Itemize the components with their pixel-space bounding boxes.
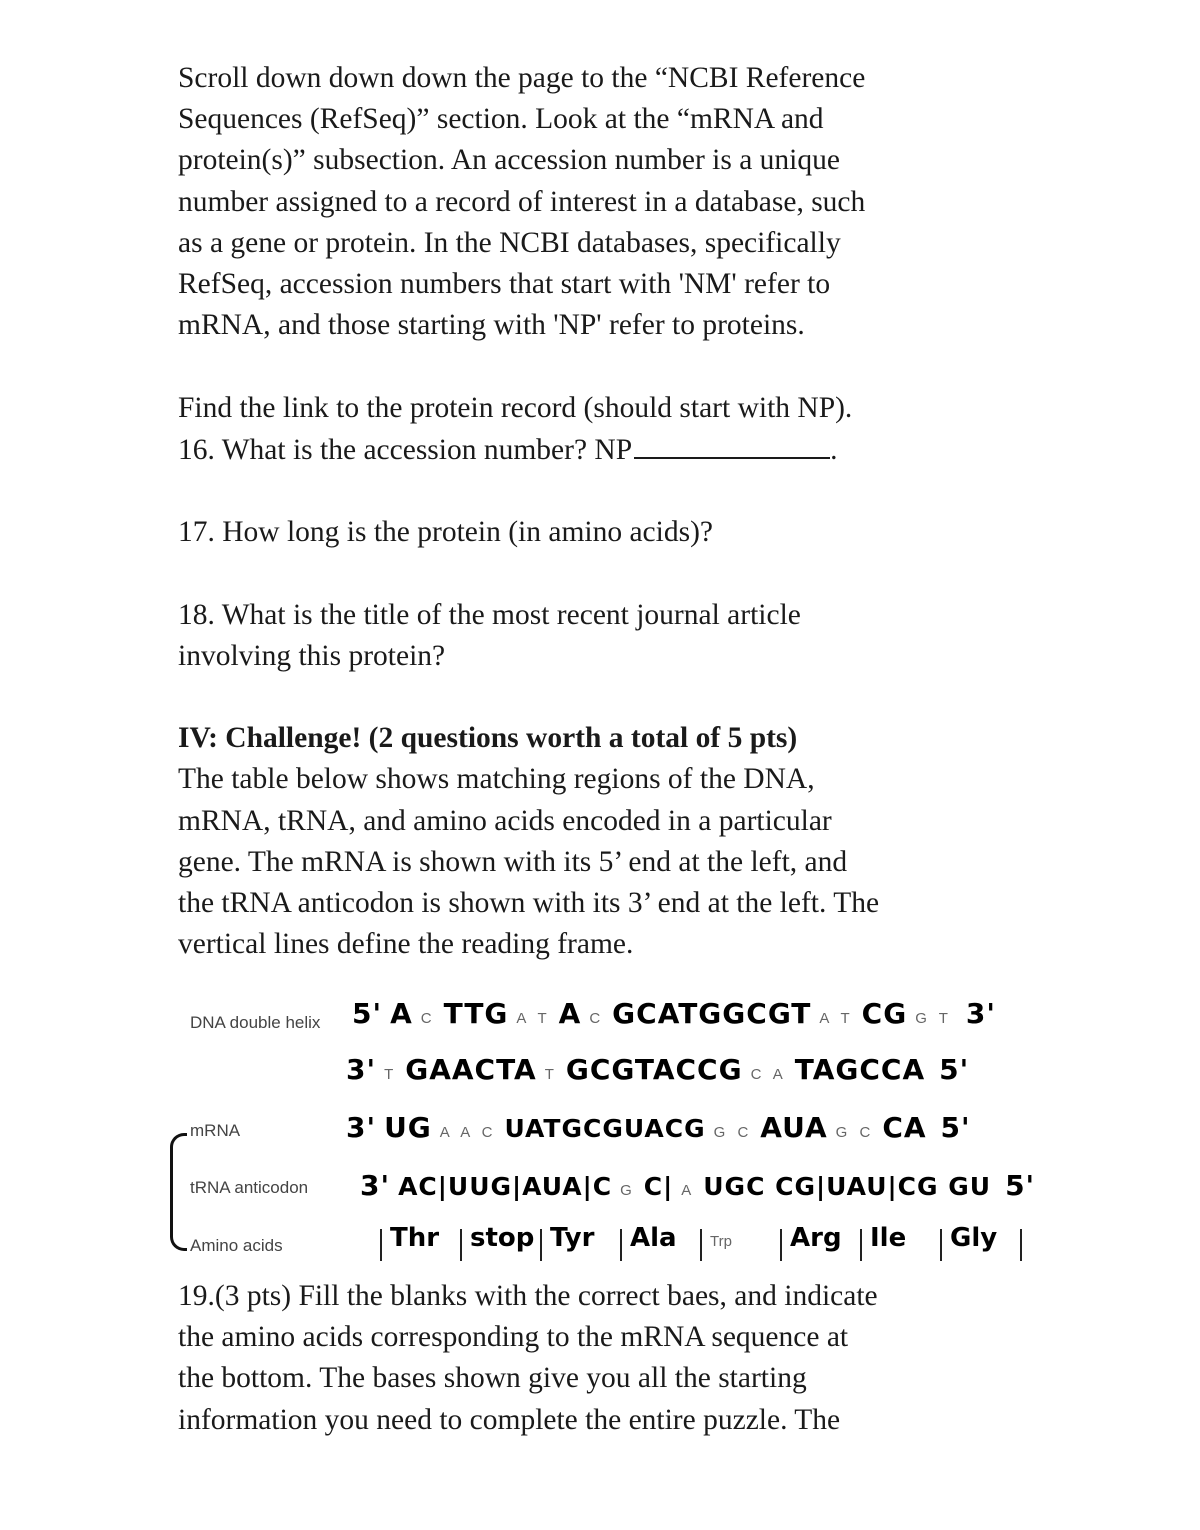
dna-top-strand [352, 997, 996, 1030]
filled-base: TAGCCA [794, 1053, 926, 1086]
question-16-text: 16. What is the accession number? NP [178, 433, 633, 466]
reading-frame-divider [700, 1229, 702, 1261]
intro-line: as a gene or protein. In the NCBI databases, specifically [178, 226, 841, 259]
amino-acid-label: Thr [390, 1223, 440, 1253]
document-page [178, 58, 1038, 965]
filled-base: CA [882, 1111, 927, 1144]
strand-end-label: 3' [360, 1169, 391, 1202]
bracket-mark [170, 1133, 187, 1251]
question-19-line: the bottom. The bases shown give you all the starting [178, 1362, 807, 1395]
dna-bottom-strand [346, 1053, 969, 1086]
section-line: gene. The mRNA is shown with its 5’ end at the left, and [178, 845, 848, 878]
filled-base: TTG [443, 997, 509, 1030]
given-base: T [384, 1066, 398, 1083]
strand-end-label: 5' [352, 997, 383, 1030]
amino-acid-label: Ala [630, 1223, 677, 1253]
intro-line: protein(s)” subsection. An accession number is a unique [178, 144, 840, 177]
reading-frame-divider [860, 1229, 862, 1261]
given-base: A T [516, 1010, 551, 1027]
strand-end-label: 5' [940, 1111, 971, 1144]
label-mrna: mRNA [190, 1121, 241, 1140]
filled-base: CG [861, 997, 908, 1030]
question-17: 17. How long is the protein (in amino acids)? [178, 516, 713, 549]
question-19-line: 19.(3 pts) Fill the blanks with the correct baes, and indicate [178, 1280, 878, 1312]
label-dna: DNA double helix [190, 1013, 321, 1032]
answer-blank-16[interactable] [634, 429, 830, 459]
filled-base: A [558, 997, 582, 1030]
given-base: T [544, 1066, 558, 1083]
filled-base: GAACTA [405, 1053, 537, 1086]
given-base: A [681, 1182, 696, 1199]
filled-base: UATGCGUACG [504, 1114, 706, 1143]
given-base: G C [835, 1124, 875, 1141]
given-base: G [620, 1182, 636, 1199]
intro-line: mRNA, and those starting with 'NP' refer to proteins. [178, 309, 805, 342]
reading-frame-divider [780, 1229, 782, 1261]
amino-acid-label: Arg [790, 1223, 842, 1253]
amino-acid-label: Gly [950, 1223, 998, 1253]
section-line: The table below shows matching regions of the DNA, [178, 763, 815, 796]
given-base: C [589, 1010, 605, 1027]
intro-line: Scroll down down down the page to the “NCBI Reference [178, 62, 866, 94]
strand-end-label: 3' [346, 1111, 377, 1144]
question-19-line: information you need to complete the entire puzzle. The [178, 1403, 841, 1436]
strand-end-label: 5' [939, 1053, 970, 1086]
question-18-line: 18. What is the title of the most recent journal article [178, 598, 801, 631]
filled-base: UGC CG|UAU|CG GU [703, 1172, 992, 1201]
sequence-figure [160, 985, 1040, 1275]
filled-base: UG [384, 1111, 432, 1144]
filled-base: AC|UUG|AUA|C [398, 1172, 613, 1201]
intro-paragraph [178, 58, 1038, 346]
mrna-strand [346, 1111, 971, 1144]
strand-end-label: 5' [1005, 1169, 1036, 1202]
section-line: the tRNA anticodon is shown with its 3’ end at the left. The [178, 887, 880, 919]
given-base: A T [819, 1010, 854, 1027]
label-amino: Amino acids [190, 1236, 283, 1255]
amino-acid-row [380, 1223, 1020, 1267]
question-19 [178, 1276, 1038, 1441]
question-18-line: involving this protein? [178, 639, 446, 672]
question-19-line: the amino acids corresponding to the mRNA sequence at [178, 1321, 849, 1354]
reading-frame-divider [380, 1229, 382, 1261]
label-trna: tRNA anticodon [190, 1178, 309, 1197]
section-line: mRNA, tRNA, and amino acids encoded in a particular [178, 804, 832, 837]
intro-line: RefSeq, accession numbers that start with 'NM' refer to [178, 268, 831, 301]
reading-frame-divider [540, 1229, 542, 1261]
filled-base: C| [643, 1172, 674, 1201]
given-base: G C [713, 1124, 753, 1141]
filled-base: GCGTACCG [565, 1053, 743, 1086]
section-line: vertical lines define the reading frame. [178, 928, 634, 961]
given-base: C A [750, 1066, 787, 1083]
reading-frame-divider [940, 1229, 942, 1261]
strand-end-label: 3' [965, 997, 996, 1030]
given-base: G T [915, 1010, 952, 1027]
amino-acid-label: Ile [870, 1223, 907, 1253]
given-base: C [420, 1010, 436, 1027]
reading-frame-divider [1020, 1229, 1022, 1261]
amino-acid-label: stop [470, 1223, 535, 1253]
reading-frame-divider [620, 1229, 622, 1261]
strand-end-label: 3' [346, 1053, 377, 1086]
question-16-end: . [830, 433, 838, 466]
amino-acid-label: Trp [710, 1233, 732, 1250]
intro-line: Sequences (RefSeq)” section. Look at the “mRNA and [178, 103, 824, 136]
intro-line: number assigned to a record of interest in a database, such [178, 185, 866, 218]
filled-base: GCATGGCGT [612, 997, 812, 1030]
section-heading: IV: Challenge! (2 questions worth a total of 5 pts) [178, 722, 798, 755]
question-16 [178, 429, 1038, 471]
given-base: A A C [439, 1124, 497, 1141]
filled-base: A [390, 997, 413, 1030]
find-link-instruction: Find the link to the protein record (should start with NP). [178, 391, 853, 424]
amino-acid-label: Tyr [550, 1223, 595, 1253]
trna-strand [360, 1169, 1035, 1202]
reading-frame-divider [460, 1229, 462, 1261]
filled-base: AUA [760, 1111, 828, 1144]
